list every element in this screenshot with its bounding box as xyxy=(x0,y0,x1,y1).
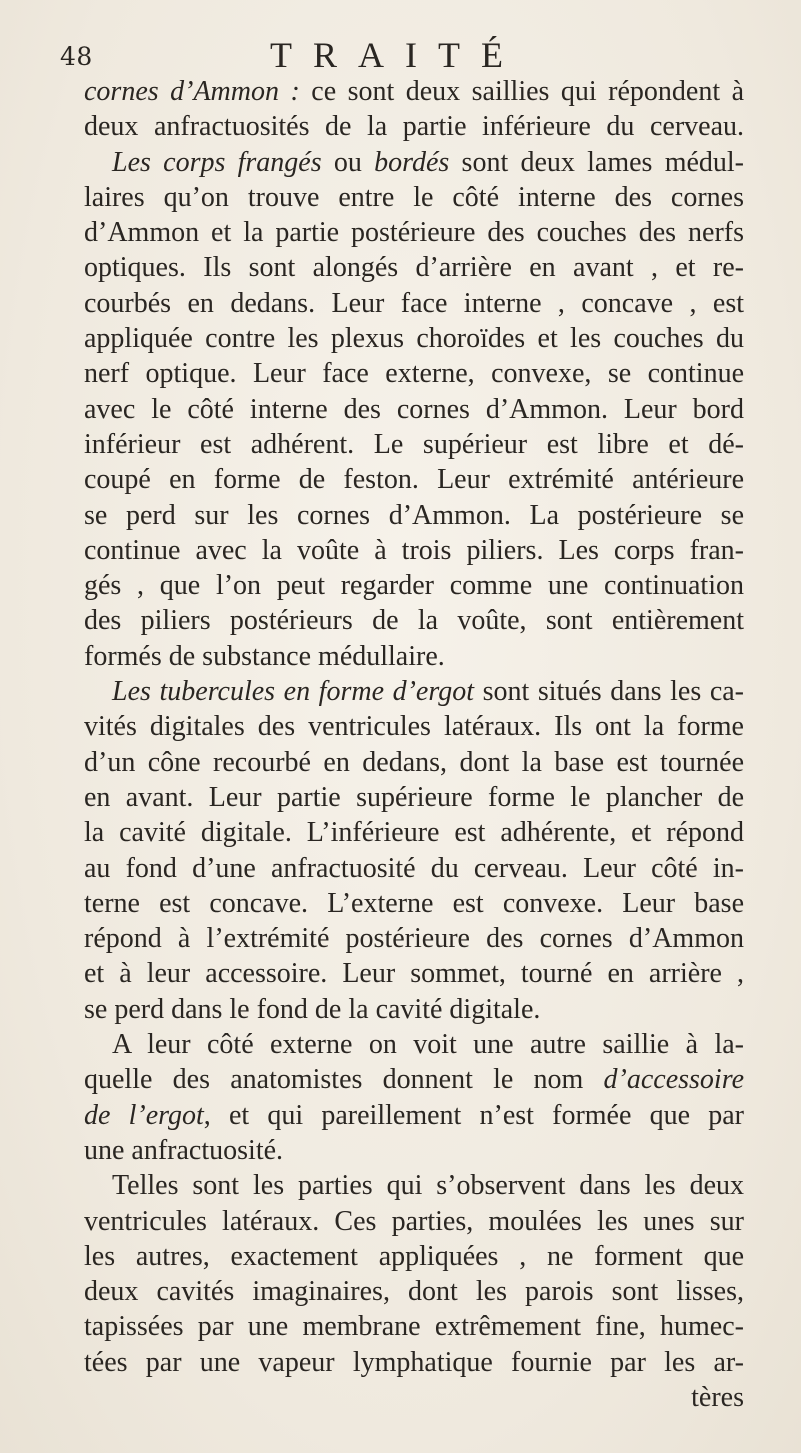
text-line xyxy=(84,533,744,568)
text-line xyxy=(84,462,744,497)
text-run: terne est concave. L’externe est convexe. Leur base xyxy=(84,887,744,919)
text-run: laires qu’on trouve entre le côté interne des cornes xyxy=(84,181,744,213)
text-line xyxy=(84,74,744,109)
text-run: courbés en dedans. Leur face interne , concave , est xyxy=(84,287,744,319)
text-line xyxy=(84,1098,744,1133)
text-line xyxy=(84,921,744,956)
text-line xyxy=(84,603,744,638)
text-run: se perd dans le fond de la cavité digitale. xyxy=(84,993,541,1025)
text-line xyxy=(84,250,744,285)
text-run: répond à l’extrémité postérieure des cornes d’Ammon xyxy=(84,923,744,955)
text-run: optiques. Ils sont alongés d’arrière en avant , et re- xyxy=(84,252,744,284)
text-line xyxy=(84,1168,744,1203)
text-line xyxy=(84,321,744,356)
text-run: nerf optique. Leur face externe, convexe, se continue xyxy=(84,358,744,390)
text-line xyxy=(84,1027,744,1062)
italic-term: Les tubercules en forme d’ergot xyxy=(112,676,474,708)
text-line xyxy=(84,815,744,850)
text-run: sont deux lames médul- xyxy=(449,146,744,178)
text-run: tapissées par une membrane extrêmement fine, humec- xyxy=(84,1311,744,1343)
text-run: ou xyxy=(321,146,375,178)
text-line xyxy=(84,109,744,144)
text-run: au fond d’une anfractuosité du cerveau. Leur côté in- xyxy=(84,852,744,884)
text-run: deux anfractuosités de la partie inférieure du cerveau. xyxy=(84,111,744,143)
text-line xyxy=(84,1345,744,1380)
italic-term: cornes d’Ammon : xyxy=(84,76,300,107)
page-header xyxy=(60,28,740,78)
text-line xyxy=(84,1309,744,1344)
text-run: ce sont deux saillies qui répondent à xyxy=(299,76,744,107)
text-line xyxy=(84,1133,744,1168)
text-line xyxy=(84,956,744,991)
text-line xyxy=(84,1062,744,1097)
text-line xyxy=(84,709,744,744)
text-run: , et qui pareillement n’est formée que par xyxy=(203,1099,744,1131)
text-run: sont situés dans les ca- xyxy=(474,676,744,708)
italic-term: bordés xyxy=(374,146,450,178)
text-line xyxy=(84,180,744,215)
text-run: et à leur accessoire. Leur sommet, tourné en arrière , xyxy=(84,958,744,990)
text-run: A leur côté externe on voit une autre saillie à la- xyxy=(112,1029,744,1061)
text-line xyxy=(84,886,744,921)
text-line xyxy=(84,639,744,674)
text-line xyxy=(84,286,744,321)
text-run: continue avec la voûte à trois piliers. Les corps fran- xyxy=(84,534,744,566)
text-line xyxy=(84,427,744,462)
page-number: 48 xyxy=(60,42,93,71)
italic-term: Les corps frangés xyxy=(112,146,322,178)
italic-term: d’accessoire xyxy=(603,1064,744,1096)
text-run: les autres, exactement appliquées , ne forment que xyxy=(84,1240,744,1272)
text-run: ventricules latéraux. Ces parties, moulées les unes sur xyxy=(84,1205,744,1237)
body-text xyxy=(84,74,744,1415)
text-run: en avant. Leur partie supérieure forme le plancher de xyxy=(84,781,744,813)
text-line xyxy=(84,1204,744,1239)
text-run: la cavité digitale. L’inférieure est adhérente, et répond xyxy=(84,817,744,849)
text-run: des piliers postérieurs de la voûte, sont entièrement xyxy=(84,605,744,637)
text-run: formés de substance médullaire. xyxy=(84,640,445,672)
text-line xyxy=(84,780,744,815)
text-line xyxy=(84,498,744,533)
text-run: tées par une vapeur lymphatique fournie par les ar- xyxy=(84,1346,744,1378)
running-title: TRAITÉ xyxy=(270,35,524,75)
text-line xyxy=(84,674,744,709)
text-run: vités digitales des ventricules latéraux. Ils ont la forme xyxy=(84,711,744,743)
text-line xyxy=(84,1380,744,1415)
text-run: Telles sont les parties qui s’observent dans les deux xyxy=(112,1170,744,1202)
text-line xyxy=(84,992,744,1027)
text-run: une anfractuosité. xyxy=(84,1134,284,1166)
italic-term: de l’ergot xyxy=(84,1099,204,1131)
text-run: tères xyxy=(691,1381,744,1413)
text-line xyxy=(84,392,744,427)
text-line xyxy=(84,745,744,780)
text-line xyxy=(84,568,744,603)
text-line xyxy=(84,1239,744,1274)
text-line xyxy=(84,215,744,250)
text-run: coupé en forme de feston. Leur extrémité antérieure xyxy=(84,464,744,496)
text-run: d’Ammon et la partie postérieure des couches des nerfs xyxy=(84,217,744,249)
text-line xyxy=(84,1274,744,1309)
text-line xyxy=(84,851,744,886)
text-run: appliquée contre les plexus choroïdes et les couches du xyxy=(84,323,744,355)
text-run: d’un cône recourbé en dedans, dont la base est tournée xyxy=(84,746,744,778)
text-run: inférieur est adhérent. Le supérieur est libre et dé- xyxy=(84,428,744,460)
text-line xyxy=(84,356,744,391)
text-run: se perd sur les cornes d’Ammon. La postérieure se xyxy=(84,499,744,531)
text-run: quelle des anatomistes donnent le nom xyxy=(84,1064,604,1096)
text-run: avec le côté interne des cornes d’Ammon. Leur bord xyxy=(84,393,744,425)
text-run: gés , que l’on peut regarder comme une continuation xyxy=(84,570,744,602)
text-run: deux cavités imaginaires, dont les parois sont lisses, xyxy=(84,1276,744,1308)
text-line xyxy=(84,145,744,180)
